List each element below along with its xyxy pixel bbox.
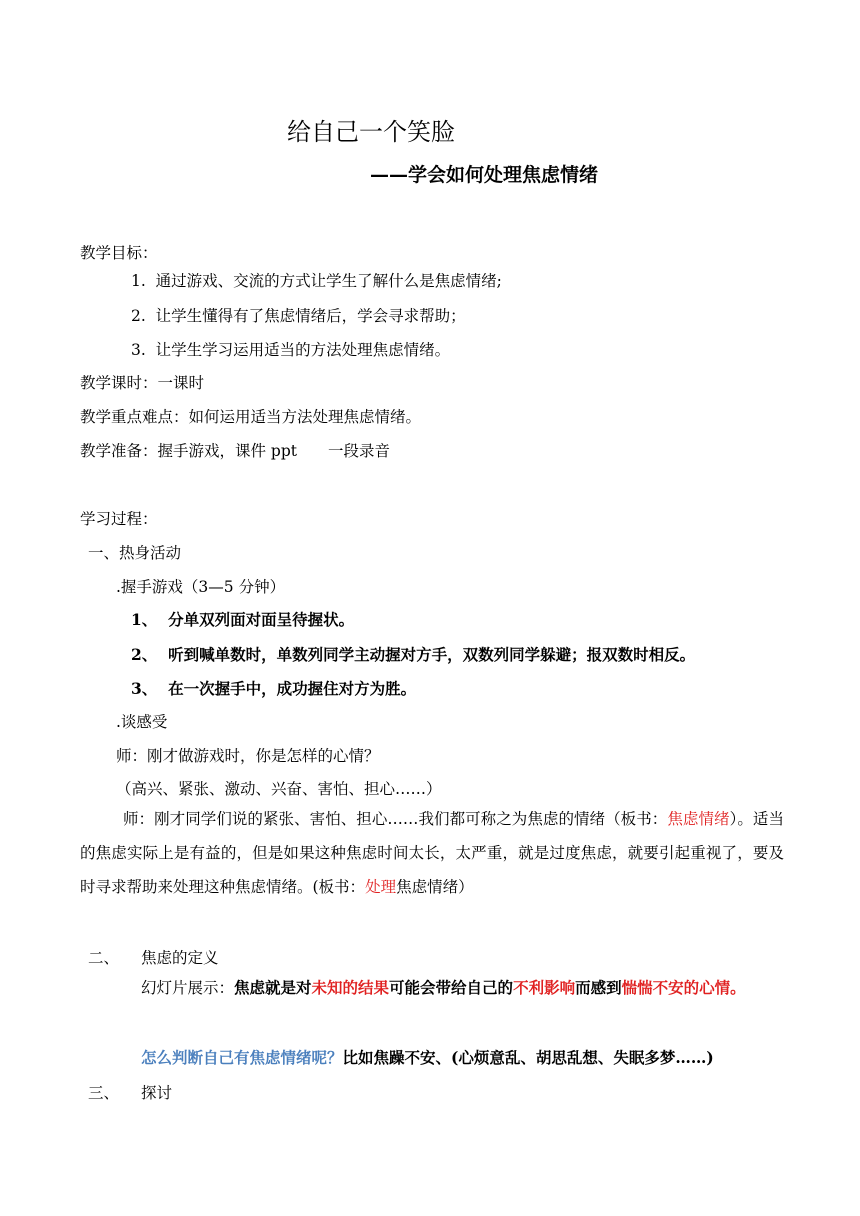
objective-number: 2. [131, 307, 146, 325]
paragraph-text: ）。适当的焦虑实际上是有益的，但是如果这种焦虑时间太长，太严重，就是过度焦虑，就要引起重视了，要及时寻求帮助来处理这种焦虑情绪。(板书： [80, 810, 784, 896]
slide-label: 幻灯片展示： [141, 979, 235, 997]
highlight-text: 惴惴不安的心情。 [621, 978, 746, 997]
section-1-heading: 一、热身活动 [88, 544, 182, 562]
judgement-line [141, 1046, 714, 1068]
rule-item-2 [131, 643, 695, 665]
rule-text: 在一次握手中，成功握住对方为胜。 [168, 679, 417, 698]
section-2-number: 二、 [88, 949, 120, 967]
objective-text: 让学生学习运用适当的方法处理焦虑情绪。 [155, 341, 451, 359]
judgement-examples: 比如焦躁不安、(心烦意乱、胡思乱想、失眠多梦……) [342, 1048, 714, 1067]
paragraph-text: 师：刚才同学们说的紧张、害怕、担心……我们都可称之为焦虑的情绪（板书： [123, 810, 668, 828]
rule-text: 听到喊单数时，单数列同学主动握对方手，双数列同学躲避；报双数时相反。 [168, 645, 696, 664]
objective-text: 让学生懂得有了焦虑情绪后，学会寻求帮助； [155, 307, 466, 325]
definition-text: 可能会带给自己的 [389, 978, 514, 997]
highlight-text: 处理 [365, 878, 397, 896]
talk-heading: .谈感受 [116, 713, 168, 731]
definition-text: 焦虑就是对 [234, 978, 312, 997]
judgement-question: 怎么判断自己有焦虑情绪呢？ [141, 1048, 343, 1067]
objectives-label: 教学目标： [80, 244, 158, 262]
rule-item-3 [131, 677, 416, 699]
student-answers: （高兴、紧张、激动、兴奋、害怕、担心……） [116, 780, 442, 798]
objective-number: 3. [131, 341, 146, 359]
highlight-text: 不利影响 [513, 978, 576, 997]
objective-text: 通过游戏、交流的方式让学生了解什么是焦虑情绪; [155, 272, 502, 290]
section-3-heading: 探讨 [141, 1084, 173, 1102]
teacher-question: 师：刚才做游戏时，你是怎样的心情？ [116, 747, 380, 765]
highlight-text: 焦虑情绪 [667, 810, 730, 828]
rule-number: 3、 [131, 679, 158, 698]
paragraph-text: 焦虑情绪） [396, 878, 474, 896]
page-title: 给自己一个笑脸 [287, 118, 455, 146]
objective-item-3 [131, 338, 450, 360]
rule-number: 2、 [131, 645, 158, 664]
class-period: 教学课时：一课时 [80, 374, 205, 392]
explanation-paragraph [80, 802, 784, 904]
preparation: 教学准备：握手游戏，课件 ppt 一段录音 [80, 442, 391, 460]
section-2-heading: 焦虑的定义 [141, 949, 219, 967]
objective-item-1 [131, 269, 502, 291]
objective-number: 1. [131, 272, 146, 290]
rule-text: 分单双列面对面呈待握状。 [168, 610, 355, 629]
page-subtitle: ——学会如何处理焦虑情绪 [370, 164, 599, 186]
highlight-text: 未知的结果 [311, 978, 390, 997]
rule-number: 1、 [131, 610, 158, 629]
definition-block [141, 971, 784, 1005]
process-label: 学习过程： [80, 510, 158, 528]
key-point: 教学重点难点：如何运用适当方法处理焦虑情绪。 [80, 408, 422, 426]
game-title: .握手游戏（3—5 分钟） [116, 578, 286, 596]
rule-item-1 [131, 608, 354, 630]
objective-item-2 [131, 304, 466, 326]
section-3-number: 三、 [88, 1084, 120, 1102]
definition-text: 而感到 [575, 978, 622, 997]
